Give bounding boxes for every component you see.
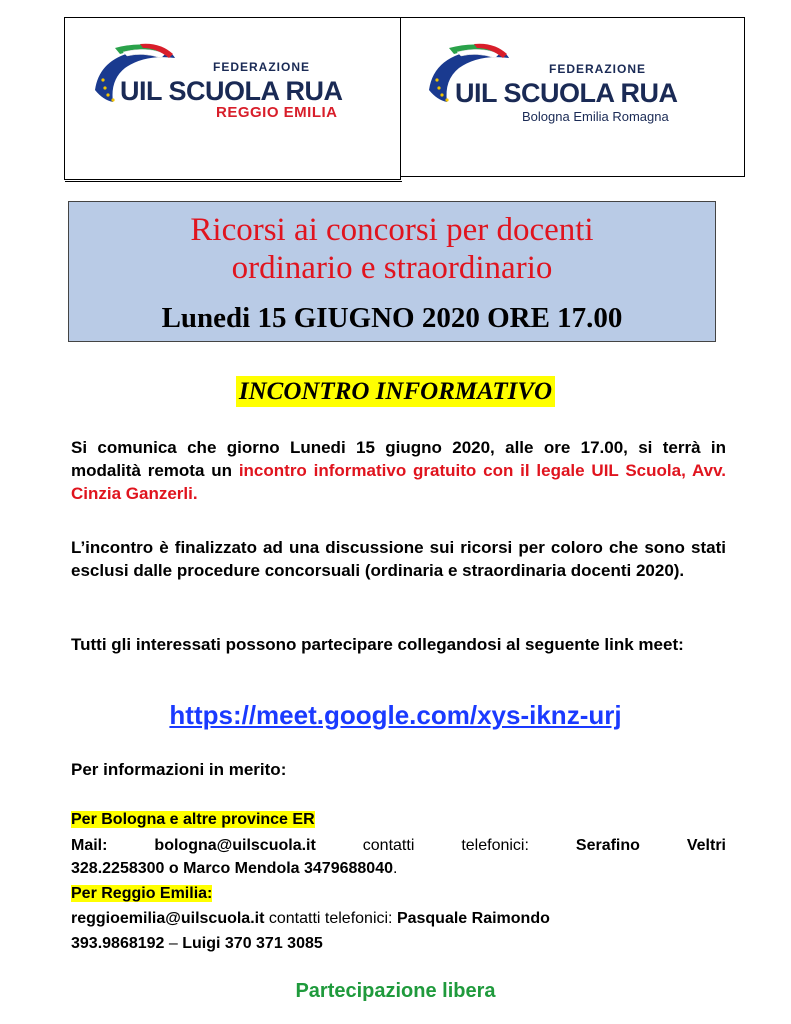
bologna-heading: Per Bologna e altre province ER [71,811,315,828]
meet-link-wrap [0,700,791,731]
logo-brand: UIL SCUOLA RUA [455,78,678,108]
paragraph-announcement-text: Si comunica che giorno Lunedi 15 giugno 2020, alle ore 17.00, si terrà in modalità remota un [71,438,726,480]
logo-subtitle: REGGIO EMILIA [216,104,338,121]
paragraph-announcement [71,436,726,505]
reggio-heading-line [71,882,726,905]
paragraph-invitation: Tutti gli interessati possono partecipare collegandosi al seguente link meet: [71,635,684,654]
logo-federazione: FEDERAZIONE [213,60,311,74]
reggio-heading: Per Reggio Emilia: [71,885,213,902]
bologna-email[interactable]: bologna@uilscuola.it [154,837,316,854]
reggio-contact-1: Pasquale Raimondo [396,910,550,927]
meet-link[interactable]: https://meet.google.com/xys-iknz-urj [169,700,622,730]
logo-box-reggio-emilia [64,17,401,180]
bologna-contact-line-2 [71,857,726,880]
incontro-heading: INCONTRO INFORMATIVO [236,376,555,407]
bologna-period: . [392,860,398,877]
contacts-label: contatti telefonici: [362,837,529,854]
paragraph-purpose: L’incontro è finalizzato ad una discussione sui ricorsi per coloro che sono stati esclusi dalle procedure concorsuali (ordinaria e straordinaria docenti 2020). [71,538,726,580]
logo-box-bologna [400,17,745,177]
uil-logo-reggio [65,18,400,179]
contacts-label: contatti telefonici: [264,910,397,927]
reggio-phone-1: 393.9868192 [71,935,165,952]
logo-subtitle: Bologna Emilia Romagna [522,109,669,124]
title-line-2: ordinario e straordinario [231,250,553,286]
event-date: Lunedi 15 GIUGNO 2020 ORE 17.00 [161,302,623,334]
reggio-email[interactable]: reggioemilia@uilscuola.it [71,910,265,927]
bologna-contact-line-1 [71,834,726,857]
reggio-dash: – [164,935,183,952]
logo-federazione: FEDERAZIONE [549,62,647,76]
bologna-contact-1: Serafino Veltri [575,837,726,854]
reggio-contact-line-2 [71,932,726,955]
title-box [68,201,716,342]
uil-logo-bologna [401,18,744,176]
incontro-heading-wrap [0,378,791,406]
mail-label: Mail: [71,837,108,854]
bologna-heading-line [71,808,726,831]
title-line-1: Ricorsi ai concorsi per docenti [190,212,594,248]
reggio-contact-line-1 [71,907,726,930]
info-heading: Per informazioni in merito: [71,760,287,779]
footer-note: Partecipazione libera [295,980,496,1002]
reggio-contact-2: Luigi 370 371 3085 [182,935,323,952]
paragraph-announcement-highlight: incontro informativo gratuito con il legale UIL Scuola, Avv. Cinzia Ganzerli. [71,461,726,503]
logo-brand: UIL SCUOLA RUA [120,76,343,106]
bologna-contact-phones: 328.2258300 o Marco Mendola 3479688040 [71,860,393,877]
